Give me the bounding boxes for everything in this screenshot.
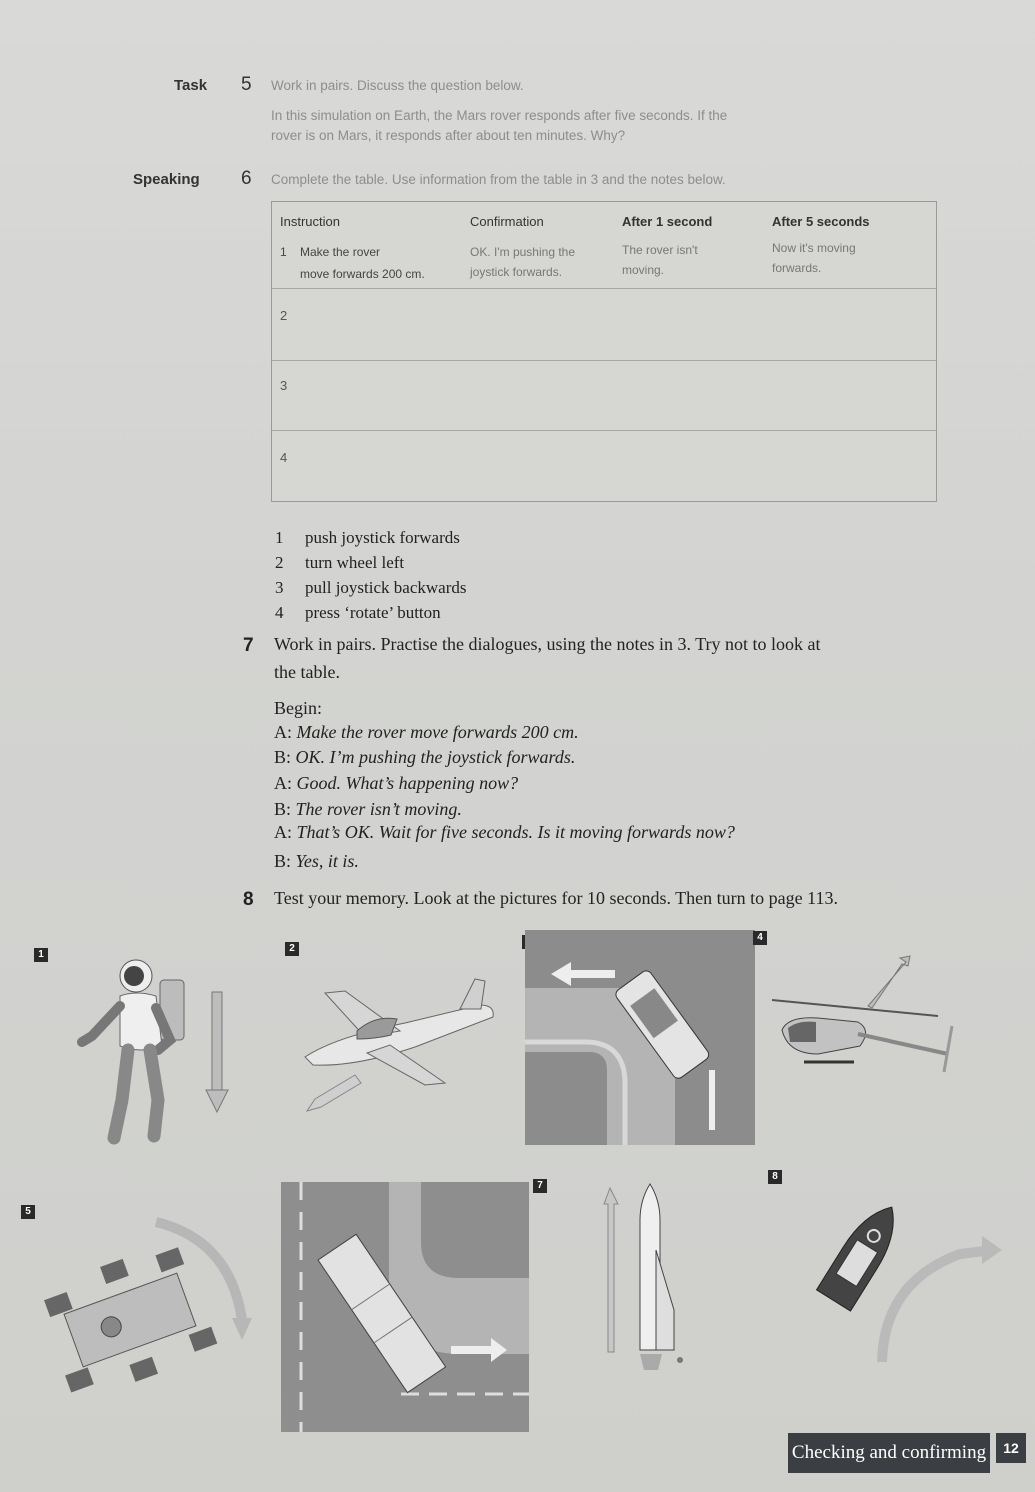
row1-confirmation-line1: OK. I'm pushing the	[470, 245, 576, 259]
mars-rover-illustration	[30, 1210, 255, 1420]
picture-2-badge: 2	[285, 942, 299, 956]
picture-1-badge: 1	[34, 948, 48, 962]
note-2-number: 2	[275, 553, 284, 572]
speaker: A:	[274, 773, 292, 793]
line-text: OK. I’m pushing the joystick forwards.	[295, 747, 576, 767]
line-text: Good. What’s happening now?	[296, 773, 519, 793]
note-1-number: 1	[275, 528, 284, 547]
dialogue-line-2	[274, 747, 575, 768]
row1-confirmation-line2: joystick forwards.	[470, 265, 563, 279]
astronaut-illustration	[70, 950, 240, 1160]
note-1-text: push joystick forwards	[305, 528, 460, 547]
dialogue-line-6	[274, 851, 359, 872]
header-after-5-seconds: After 5 seconds	[772, 214, 870, 229]
helicopter-illustration	[768, 950, 978, 1085]
header-after-1-second: After 1 second	[622, 214, 713, 229]
note-4-text: press ‘rotate’ button	[305, 603, 441, 622]
begin-label: Begin:	[274, 698, 322, 718]
task5-text-line2: rover is on Mars, it responds after about ten minutes. Why?	[271, 128, 626, 143]
plane-illustration	[295, 965, 510, 1115]
header-instruction: Instruction	[280, 214, 340, 229]
row4-number: 4	[280, 450, 288, 465]
picture-5-badge: 5	[21, 1205, 35, 1219]
task5-text-line1: In this simulation on Earth, the Mars rover responds after five seconds. If the	[271, 108, 728, 123]
dialogue-line-1	[274, 722, 579, 743]
task5-prompt: Work in pairs. Discuss the question below.	[271, 78, 524, 93]
note-3-text: pull joystick backwards	[305, 578, 467, 597]
task8-number: 8	[243, 889, 254, 910]
task5-number: 5	[241, 74, 252, 95]
row1-after1-line2: moving.	[622, 263, 665, 277]
header-confirmation: Confirmation	[470, 214, 544, 229]
picture-8-badge: 8	[768, 1170, 782, 1184]
note-2-text: turn wheel left	[305, 553, 405, 572]
dialogue-line-3	[274, 773, 518, 794]
task6-number: 6	[241, 168, 252, 189]
speaker: B:	[274, 747, 292, 767]
footer-unit-title: Checking and confirming	[788, 1433, 990, 1473]
row1-instruction-line2: move forwards 200 cm.	[300, 267, 425, 281]
truck-turning-illustration	[281, 1182, 529, 1432]
picture-4-badge: 4	[753, 931, 767, 945]
row1-instruction-line1: Make the rover	[300, 245, 381, 259]
instruction-table	[271, 201, 937, 502]
line-text: Make the rover move forwards 200 cm.	[296, 722, 579, 742]
table-divider	[272, 430, 936, 431]
row1-after1-line1: The rover isn't	[622, 243, 698, 257]
row3-number: 3	[280, 378, 288, 393]
car-turning-illustration	[525, 930, 755, 1145]
speaker: B:	[274, 799, 292, 819]
task8-text: Test your memory. Look at the pictures for 10 seconds. Then turn to page 113.	[274, 888, 838, 908]
task-section-label: Task	[174, 77, 208, 94]
line-text: That’s OK. Wait for five seconds. Is it moving forwards now?	[296, 822, 735, 842]
table-divider	[272, 288, 936, 289]
line-text: The rover isn’t moving.	[295, 799, 462, 819]
task7-text-line2: the table.	[274, 662, 340, 682]
table-divider	[272, 360, 936, 361]
picture-7-badge: 7	[533, 1179, 547, 1193]
note-4-number: 4	[275, 603, 284, 622]
page-number: 12	[996, 1433, 1026, 1463]
space-shuttle-illustration	[596, 1180, 706, 1375]
dialogue-line-4	[274, 799, 462, 820]
row1-after5-line2: forwards.	[772, 261, 822, 275]
boat-turning-illustration	[810, 1192, 1005, 1372]
note-3-number: 3	[275, 578, 284, 597]
speaker: A:	[274, 722, 292, 742]
row2-number: 2	[280, 308, 288, 323]
row1-after5-line1: Now it's moving	[772, 241, 856, 255]
speaking-section-label: Speaking	[133, 171, 200, 188]
line-text: Yes, it is.	[295, 851, 359, 871]
task7-text-line1: Work in pairs. Practise the dialogues, using the notes in 3. Try not to look at	[274, 634, 821, 654]
speaker: A:	[274, 822, 292, 842]
dialogue-line-5	[274, 822, 735, 843]
task6-prompt: Complete the table. Use information from the table in 3 and the notes below.	[271, 172, 726, 187]
row1-number: 1	[280, 245, 287, 259]
task7-number: 7	[243, 635, 254, 656]
speaker: B:	[274, 851, 292, 871]
